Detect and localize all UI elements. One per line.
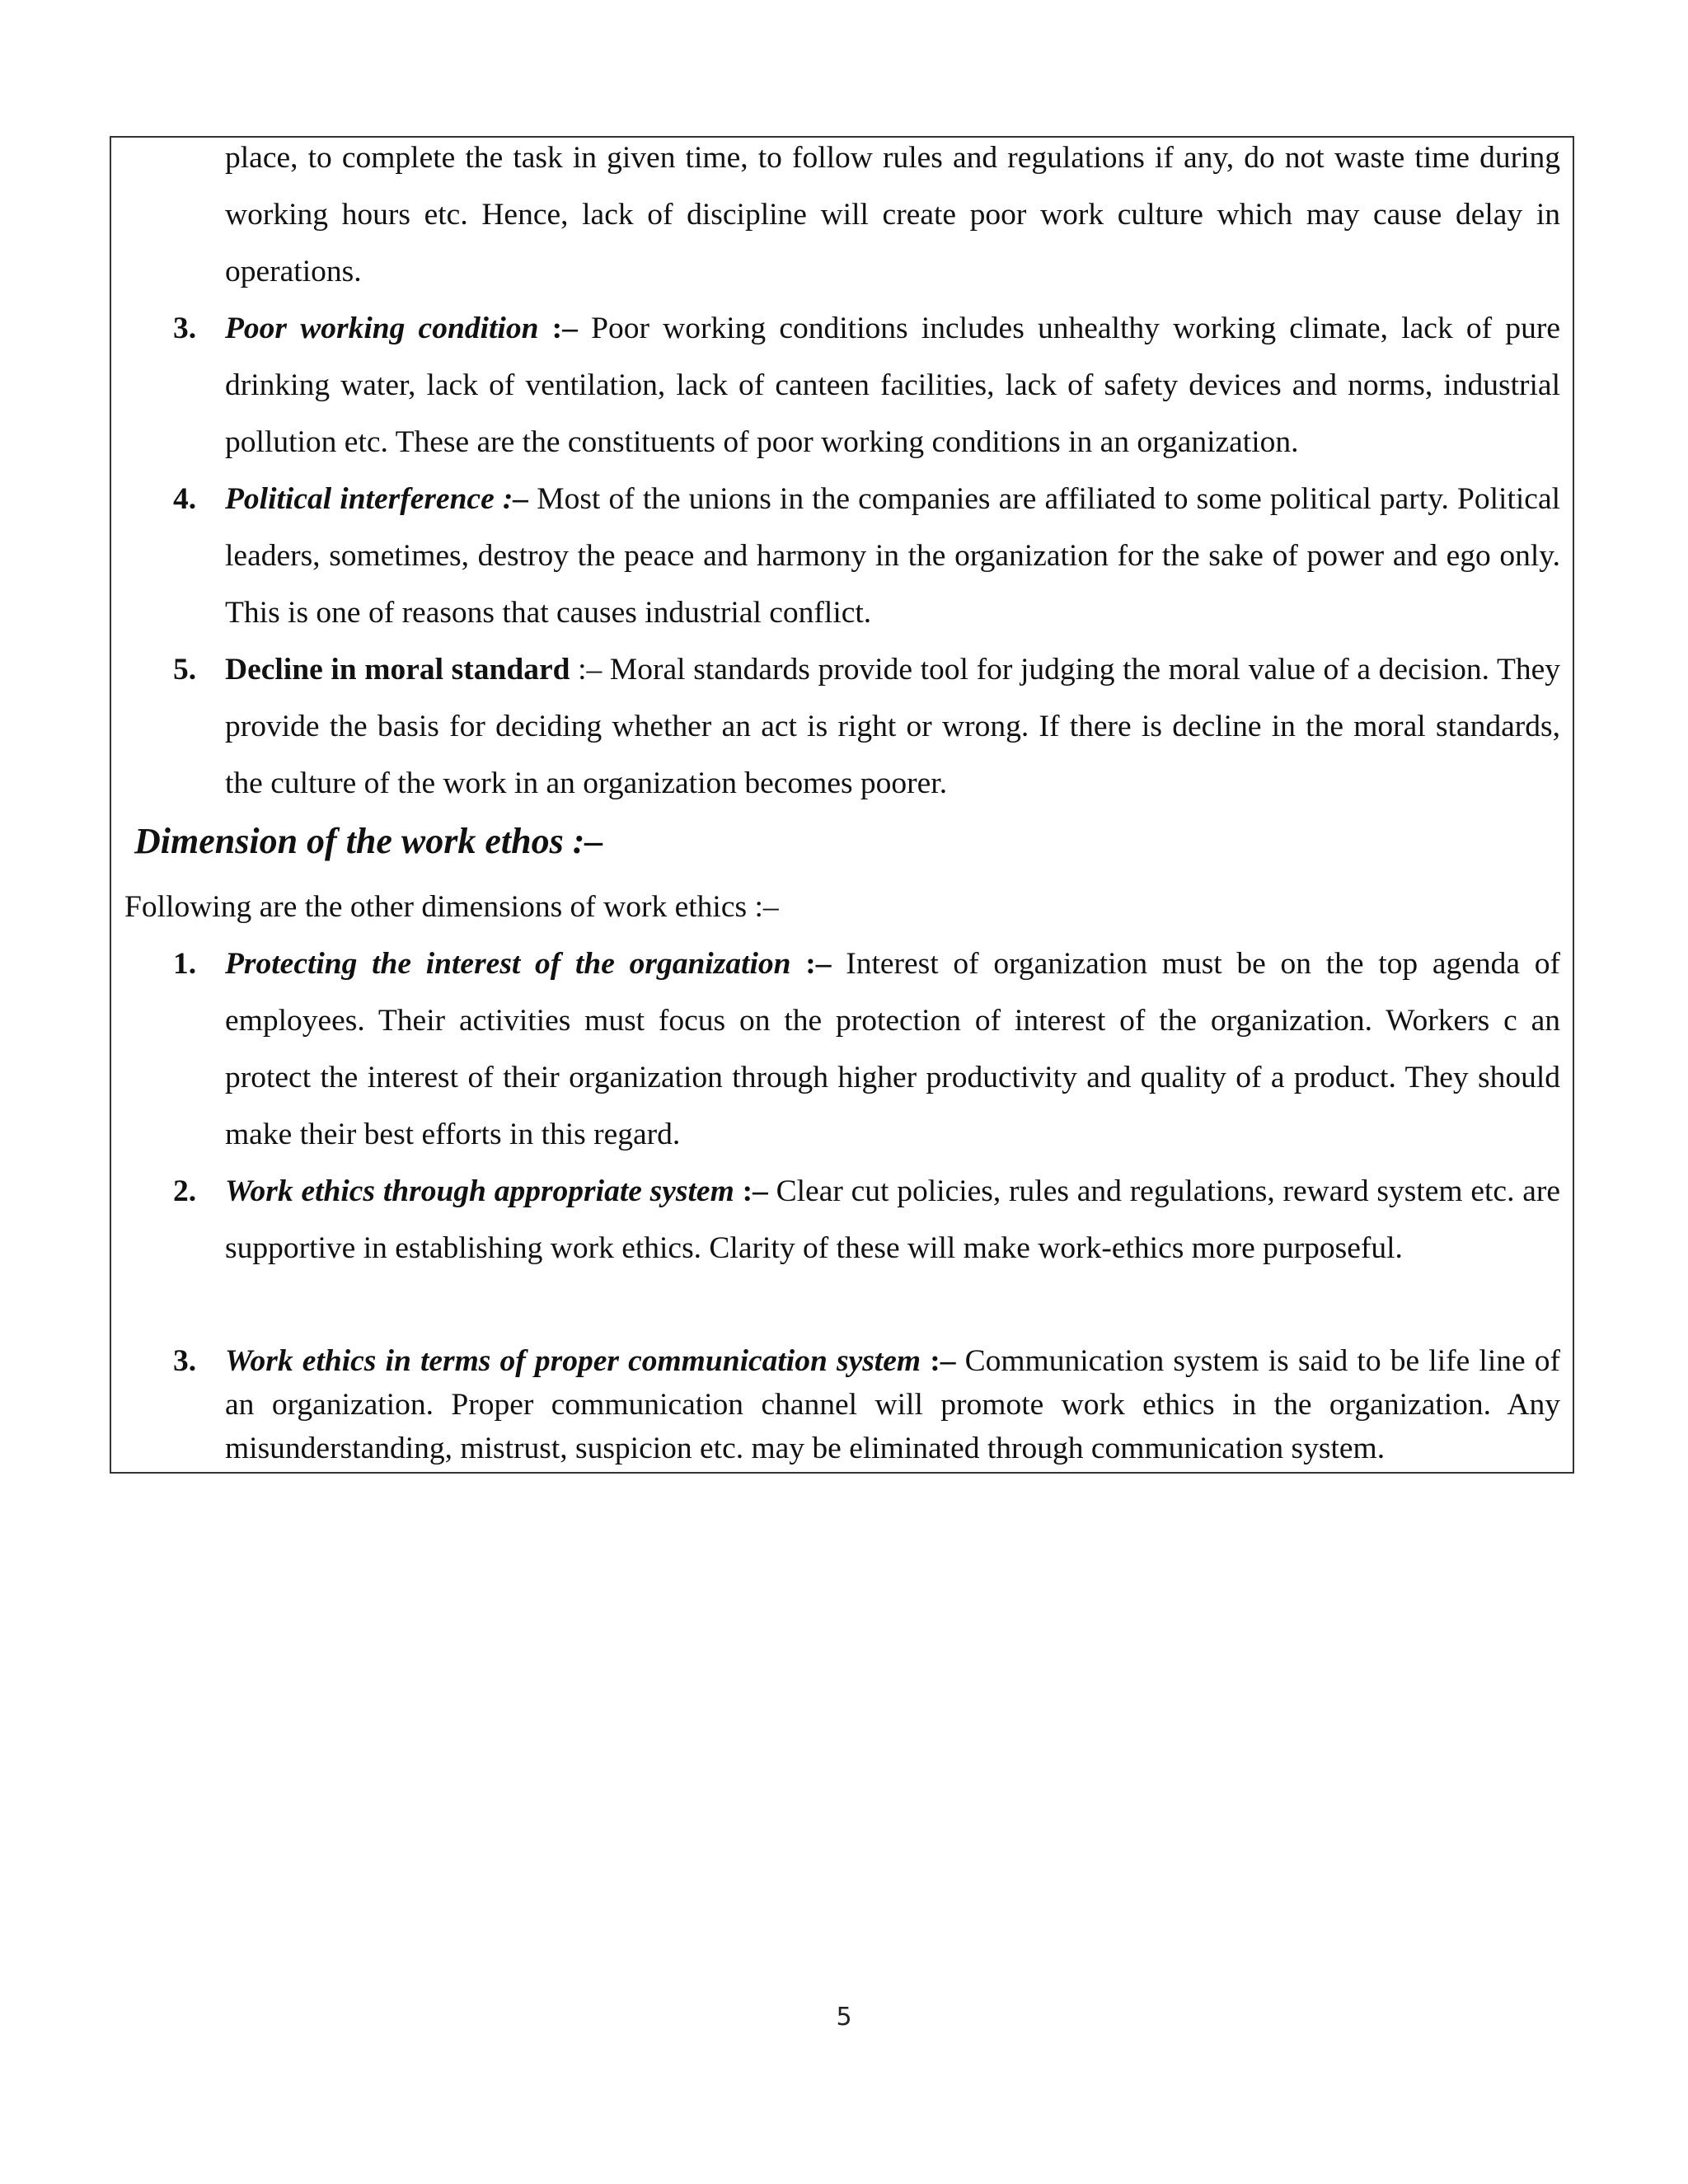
continuation-text: place, to complete the task in given time, to follow rules and regulations if any, do not waste time during working hours etc. Hence, lack of discipline will create poor work culture which may cause delay in operations. <box>225 141 1560 288</box>
item-term: Political interference :– <box>225 482 529 516</box>
item-text: Poor working conditions includes unhealthy working climate, lack of pure drinking water, lack of ventilation, lack of canteen facilities, lack of safety devices and norms, industrial pollution etc. These are the constituents of poor working conditions in an organization. <box>225 312 1561 459</box>
item-term: Decline in moral standard <box>225 653 570 687</box>
item-text: Communication system is said to be life line of an organization. Proper communication channel will promote work ethics in the organization. Any misunderstanding, mistrust, suspicion etc. may be eliminated through communication system. <box>225 1344 1561 1465</box>
dimension-item-2 <box>173 1163 1560 1277</box>
item-text: Moral standards provide tool for judging the moral value of a decision. They provide the basis for deciding whether an act is right or wrong. If there is decline in the moral standards, the culture of the work in an organization becomes poorer. <box>225 653 1561 800</box>
item-term: Poor working condition <box>225 312 539 345</box>
item-number: 1. <box>173 947 197 981</box>
item-number: 5. <box>173 653 197 687</box>
continuation-paragraph <box>225 129 1560 300</box>
section-heading: Dimension of the work ethos :– <box>134 821 603 861</box>
item-term: Protecting the interest of the organization <box>225 947 791 981</box>
item-term: Work ethics through appropriate system <box>225 1174 734 1208</box>
dimension-item-1 <box>173 935 1560 1163</box>
item-text: Interest of organization must be on the top agenda of employees. Their activities must focus on the protection of interest of the organization. Workers c an protect the interest of their organization through higher productivity and quality of a product. They should make their best efforts in this regard. <box>225 947 1561 1151</box>
dimension-item-3 <box>173 1339 1560 1470</box>
cause-item-3 <box>173 300 1560 471</box>
item-number: 3. <box>173 312 197 345</box>
item-number: 3. <box>173 1344 197 1378</box>
item-separator: :– <box>805 947 832 981</box>
section-intro: Following are the other dimensions of work ethics :– <box>124 890 779 924</box>
item-separator: :– <box>551 312 578 345</box>
item-number: 2. <box>173 1174 197 1208</box>
item-text: Clear cut policies, rules and regulations, reward system etc. are supportive in establishing work ethics. Clarity of these will make work-ethics more purposeful. <box>225 1174 1561 1265</box>
page-number: 5 <box>836 2003 852 2032</box>
item-number: 4. <box>173 482 197 516</box>
item-separator: :– <box>930 1344 956 1378</box>
item-separator: :– <box>742 1174 768 1208</box>
item-term: Work ethics in terms of proper communication system <box>225 1344 921 1378</box>
cause-item-4 <box>173 471 1560 641</box>
item-text: Most of the unions in the companies are affiliated to some political party. Political leaders, sometimes, destroy the peace and harmony in the organization for the sake of power and ego only. This is one of reasons that causes industrial conflict. <box>225 482 1561 630</box>
cause-item-5 <box>173 641 1560 812</box>
item-separator: :– <box>578 653 603 687</box>
